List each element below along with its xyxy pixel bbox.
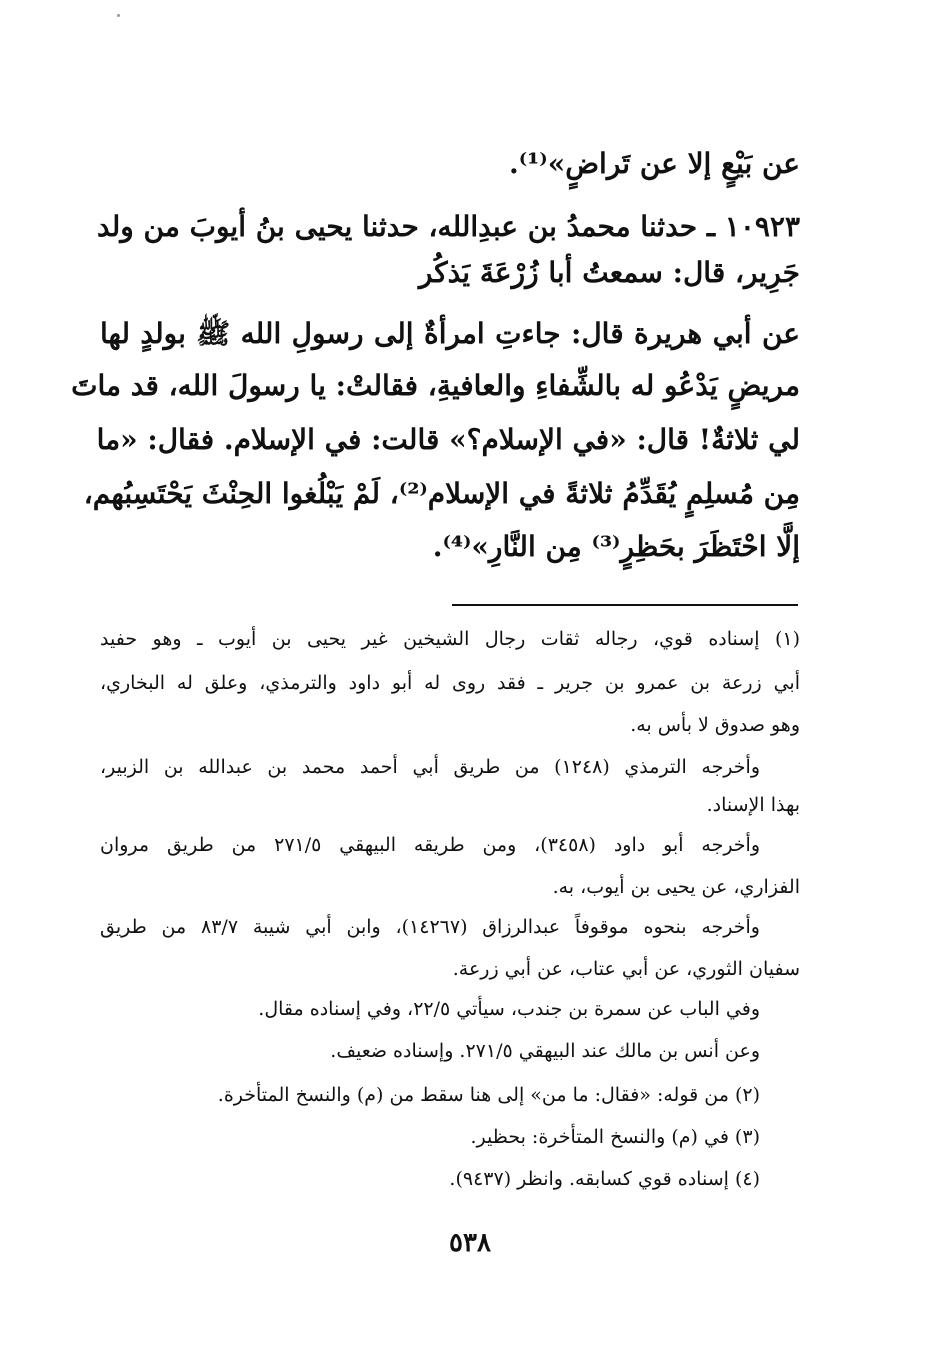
footnote-2: (٢) من قوله: «فقال: ما من» إلى هنا سقط من (م) والنسخ المتأخرة. — [217, 1084, 760, 1106]
footnote-1-line-5: بهذا الإسناد. — [706, 794, 800, 816]
matn-line-5: إلَّا احْتَظَرَ بحَظِرٍ⁽³⁾ مِن النَّارِ»⁽⁴⁾. — [432, 530, 800, 563]
footnote-1-line-4: وأخرجه الترمذي (١٢٤٨) من طريق أبي أحمد محمد بن عبدالله بن الزبير، — [100, 756, 760, 778]
footnote-1-line-3: وهو صدوق لا بأس به. — [630, 714, 800, 736]
footnote-separator — [452, 604, 798, 606]
footnote-1-line-11: وعن أنس بن مالك عند البيهقي ٢٧١/٥. وإسناده ضعيف. — [330, 1040, 760, 1062]
matn-line-2: مريضٍ يَدْعُو له بالشِّفاءِ والعافيةِ، فقالتْ: يا رسولَ الله، قد ماتَ — [71, 369, 800, 402]
matn-line-3: لي ثلاثةٌ! قال: «في الإسلام؟» قالت: في الإسلام. فقال: «ما — [96, 423, 800, 456]
main-line-1: عن بَيْعٍ إلا عن تَراضٍ»⁽¹⁾. — [509, 147, 800, 180]
footnote-3: (٣) في (م) والنسخ المتأخرة: بحظير. — [470, 1126, 760, 1148]
footnote-1-line-6: وأخرجه أبو داود (٣٤٥٨)، ومن طريقه البيهقي ٢٧١/٥ من طريق مروان — [100, 834, 761, 856]
footnote-1-line-9: سفيان الثوري، عن أبي عتاب، عن أبي زرعة. — [452, 958, 800, 980]
scan-speck — [117, 14, 120, 17]
page-number: ٥٣٨ — [449, 1228, 491, 1258]
footnote-1-line-7: الفزاري، عن يحيى بن أيوب، به. — [552, 876, 800, 898]
footnote-1-line-8: وأخرجه بنحوه موقوفاً عبدالرزاق (١٤٢٦٧)، وابن أبي شيبة ٨٣/٧ من طريق — [100, 916, 760, 938]
matn-line-4: مِن مُسلِمٍ يُقَدِّمُ ثلاثةً في الإسلام⁽²⁾، لَمْ يَبْلُغوا الحِنْثَ يَحْتَسِبُهم، — [83, 477, 800, 510]
isnad-line-1: ١٠٩٢٣ ـ حدثنا محمدُ بن عبدِالله، حدثنا يحيى بنُ أيوبَ من ولد — [97, 210, 800, 243]
footnote-1-line-1: (١) إسناده قوي، رجاله ثقات رجال الشيخين غير يحيى بن أيوب ـ وهو حفيد — [100, 628, 800, 650]
footnote-1-line-10: وفي الباب عن سمرة بن جندب، سيأتي ٢٢/٥، وفي إسناده مقال. — [258, 998, 760, 1020]
matn-line-1: عن أبي هريرة قال: جاءتِ امرأةٌ إلى رسولِ الله ﷺ بولدٍ لها — [100, 317, 800, 350]
isnad-line-2: جَرِير، قال: سمعتُ أبا زُرْعَةَ يَذكُر — [418, 256, 800, 289]
footnote-4: (٤) إسناده قوي كسابقه. وانظر (٩٤٣٧). — [449, 1168, 760, 1190]
footnote-1-line-2: أبي زرعة بن عمرو بن جرير ـ فقد روى له أبو داود والترمذي، وعلق له البخاري، — [100, 672, 800, 694]
